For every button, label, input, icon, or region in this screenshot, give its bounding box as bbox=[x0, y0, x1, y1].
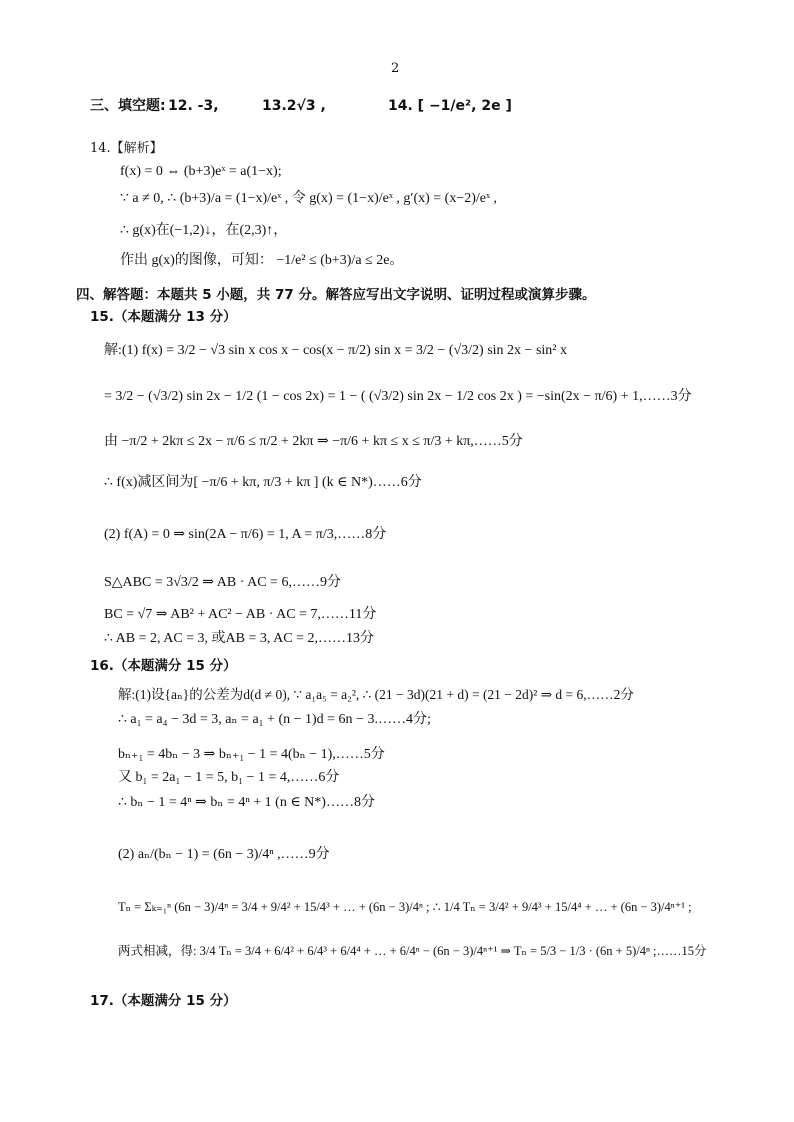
q15-line-6: S△ABC = 3√3/2 ⇒ AB · AC = 6,……9分 bbox=[104, 575, 341, 590]
q15-line-1: 解:(1) f(x) = 3/2 − √3 sin x cos x − cos(x − π/2) sin x = 3/2 − (√3/2) sin 2x − sin² x bbox=[104, 343, 567, 358]
q16-title: 16.（本题满分 15 分） bbox=[90, 658, 237, 674]
q15-title: 15.（本题满分 13 分） bbox=[90, 309, 237, 325]
q15-line-8: ∴ AB = 2, AC = 3, 或AB = 3, AC = 2,……13分 bbox=[104, 631, 374, 646]
q14-line-3: ∴ g(x)在(−1,2)↓，在(2,3)↑， bbox=[120, 223, 288, 238]
q15-line-5: (2) f(A) = 0 ⇒ sin(2A − π/6) = 1, A = π/3,……8分 bbox=[104, 527, 387, 542]
answer-13: 13.2√3 , bbox=[262, 98, 326, 114]
q14-title: 14.【解析】 bbox=[90, 141, 163, 156]
q17-title: 17.（本题满分 15 分） bbox=[90, 993, 237, 1009]
q14-line-2: ∵ a ≠ 0, ∴ (b+3)/a = (1−x)/eˣ , 令 g(x) = (1−x)/eˣ , g′(x) = (x−2)/eˣ , bbox=[120, 191, 498, 206]
q16-line-1: 解:(1)设{aₙ}的公差为d(d ≠ 0), ∵ a₁a₅ = a₂², ∴ (21 − 3d)(21 + d) = (21 − 2d)² ⇒ d = 6,……2分 bbox=[118, 687, 634, 702]
q16-line-2: ∴ a₁ = a₄ − 3d = 3, aₙ = a₁ + (n − 1)d = 6n − 3.……4分; bbox=[118, 712, 431, 727]
q14-line-4: 作出 g(x)的图像，可知： −1/e² ≤ (b+3)/a ≤ 2e。 bbox=[120, 253, 404, 268]
q14-line-1: f(x) = 0 ⇔ (b+3)eˣ = a(1−x); bbox=[120, 164, 282, 179]
q15-line-2: = 3/2 − (√3/2) sin 2x − 1/2 (1 − cos 2x) = 1 − ( (√3/2) sin 2x − 1/2 cos 2x ) = −sin(2x − π/6) + 1,……3分 bbox=[104, 389, 692, 404]
page-number: 2 bbox=[391, 61, 400, 76]
q15-line-7: BC = √7 ⇒ AB² + AC² − AB · AC = 7,……11分 bbox=[104, 607, 377, 622]
q15-line-4: ∴ f(x)减区间为[ −π/6 + kπ, π/3 + kπ ] (k ∈ N*)……6分 bbox=[104, 475, 422, 490]
q16-line-4: 又 b₁ = 2a₁ − 1 = 5, b₁ − 1 = 4,……6分 bbox=[118, 770, 340, 785]
q16-line-6: (2) aₙ/(bₙ − 1) = (6n − 3)/4ⁿ ,……9分 bbox=[118, 847, 330, 862]
q15-line-3: 由 −π/2 + 2kπ ≤ 2x − π/6 ≤ π/2 + 2kπ ⇒ −π/6 + kπ ≤ x ≤ π/3 + kπ,……5分 bbox=[104, 434, 523, 449]
answer-12: 12. -3, bbox=[168, 98, 219, 114]
q16-line-7: Tₙ = Σₖ₌₁ⁿ (6n − 3)/4ⁿ = 3/4 + 9/4² + 15/4³ + … + (6n − 3)/4ⁿ ; ∴ 1/4 Tₙ = 3/4² + 9/4³ + 15/4⁴ + … + (6n − 3)/4ⁿ⁺¹ ; bbox=[118, 900, 692, 914]
answer-14: 14. [ −1/e², 2e ] bbox=[388, 98, 512, 114]
q16-line-8: 两式相减，得: 3/4 Tₙ = 3/4 + 6/4² + 6/4³ + 6/4⁴ + … + 6/4ⁿ − (6n − 3)/4ⁿ⁺¹ ⇒ Tₙ = 5/3 − 1/3 · (6n + 5)/4ⁿ ;……15分 bbox=[118, 944, 707, 958]
section4-heading: 四、解答题：本题共 5 小题，共 77 分。解答应写出文字说明、证明过程或演算步骤。 bbox=[76, 287, 596, 303]
q16-line-5: ∴ bₙ − 1 = 4ⁿ ⇒ bₙ = 4ⁿ + 1 (n ∈ N*)……8分 bbox=[118, 795, 375, 810]
section3-heading: 三、填空题: bbox=[90, 98, 166, 114]
q16-line-3: bₙ₊₁ = 4bₙ − 3 ⇒ bₙ₊₁ − 1 = 4(bₙ − 1),……5分 bbox=[118, 747, 385, 762]
